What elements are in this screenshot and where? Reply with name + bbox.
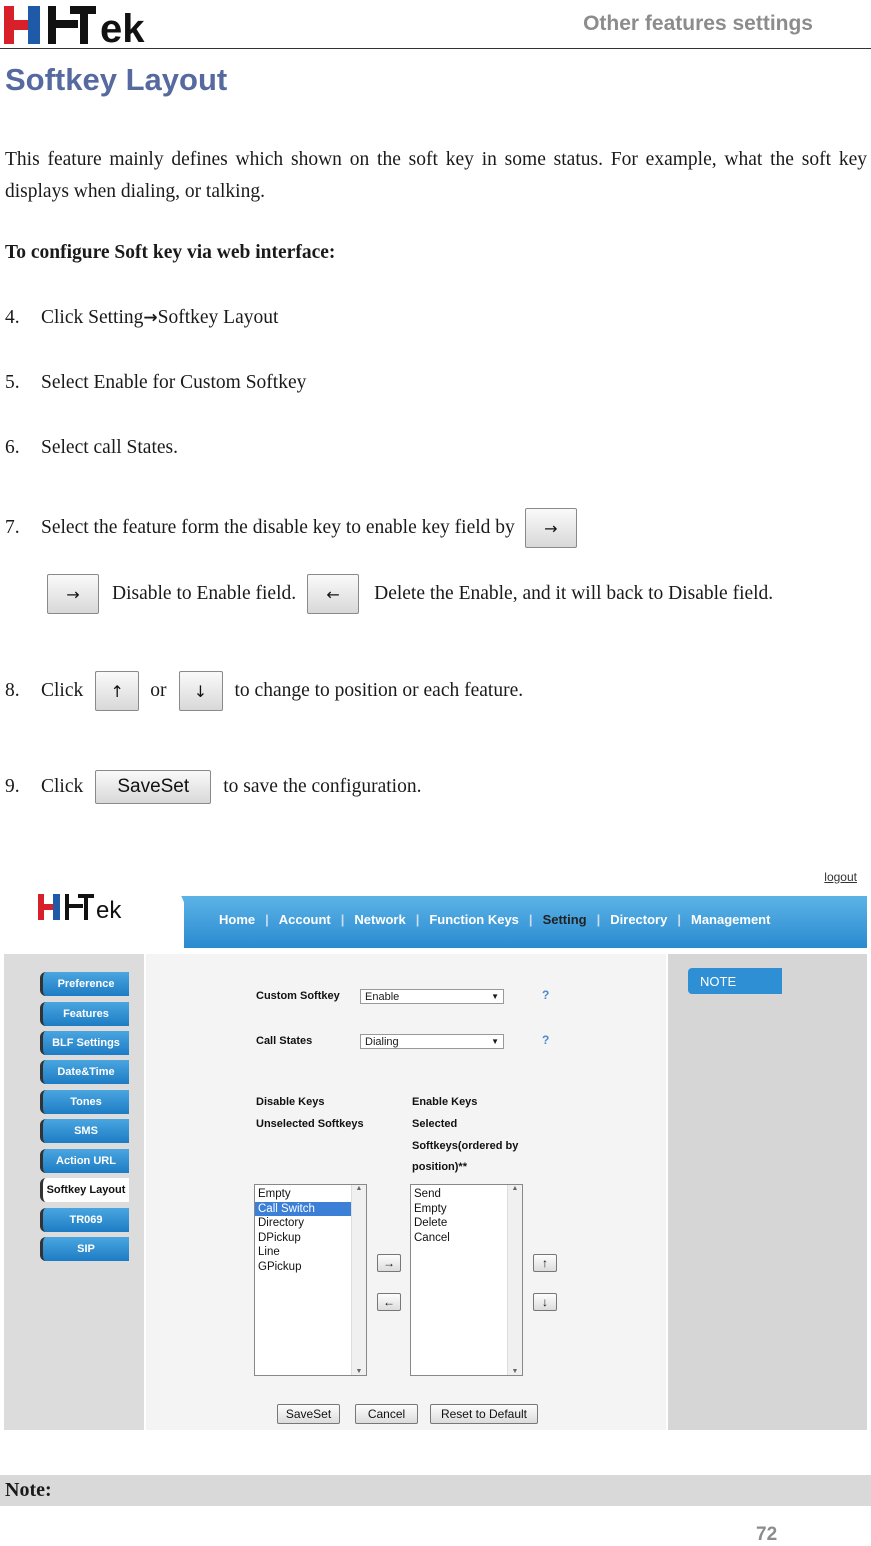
custom-softkey-label: Custom Softkey: [256, 990, 340, 1002]
section-header: Other features settings: [583, 12, 813, 35]
help-icon[interactable]: ?: [542, 988, 550, 1002]
step-number: 7.: [5, 517, 20, 538]
disable-keys-label: Disable Keys: [256, 1096, 325, 1108]
position-label: position)**: [412, 1161, 467, 1173]
arrow-icon: →: [143, 308, 158, 328]
top-nav: [209, 912, 780, 927]
move-right-button[interactable]: →: [377, 1254, 401, 1272]
nav-home[interactable]: Home: [219, 912, 256, 927]
step-text: Softkey Layout: [157, 307, 279, 328]
cancel-button[interactable]: Cancel: [355, 1404, 418, 1424]
step-5: [5, 372, 306, 394]
nav-setting[interactable]: Setting: [542, 912, 587, 927]
sidebar-item-blf-settings[interactable]: BLF Settings: [40, 1031, 129, 1055]
page-number: 72: [756, 1524, 778, 1545]
svg-text:ek: ek: [96, 897, 122, 920]
step-text: Click: [41, 776, 84, 797]
sidebar-item-preference[interactable]: Preference: [40, 972, 129, 996]
htek-logo: [4, 6, 190, 44]
subheading: To configure Soft key via web interface:: [5, 242, 336, 263]
list-item[interactable]: Line: [258, 1246, 280, 1258]
right-arrow-button: →: [525, 508, 577, 548]
content-panel: [146, 954, 666, 1430]
step-6: [5, 437, 178, 459]
sidebar: [4, 954, 144, 1430]
sidebar-item-sms[interactable]: SMS: [40, 1119, 129, 1143]
step-text: Click Setting: [41, 307, 144, 328]
note-header: NOTE: [688, 968, 782, 994]
step-8: [5, 671, 523, 711]
reset-to-default-button[interactable]: Reset to Default: [430, 1404, 538, 1424]
web-ui-screenshot: [4, 868, 867, 1430]
htek-logo: [38, 894, 148, 920]
select-value: Dialing: [365, 1035, 399, 1048]
left-arrow-button: ←: [307, 574, 359, 614]
disable-keys-list[interactable]: [254, 1184, 367, 1376]
list-item[interactable]: DPickup: [258, 1231, 301, 1244]
nav-function-keys[interactable]: Function Keys: [429, 912, 519, 927]
nav-separator: |: [528, 912, 533, 927]
dropdown-arrow-icon: ▼: [491, 1037, 499, 1046]
up-arrow-button: ↑: [95, 671, 139, 711]
sidebar-item-features[interactable]: Features: [40, 1002, 129, 1026]
scrollbar[interactable]: ▲ ▼: [351, 1185, 366, 1375]
page-title: Softkey Layout: [5, 62, 228, 97]
step-text: Click: [41, 680, 84, 701]
dropdown-arrow-icon: ▼: [491, 992, 499, 1001]
step-text: to save the configuration.: [223, 776, 422, 797]
list-item[interactable]: Empty: [258, 1188, 291, 1200]
nav-directory[interactable]: Directory: [610, 912, 668, 927]
sidebar-item-sip[interactable]: SIP: [40, 1237, 129, 1261]
step-text: or: [150, 680, 167, 701]
list-item[interactable]: GPickup: [258, 1260, 302, 1273]
logout-link[interactable]: logout: [824, 870, 857, 884]
list-item[interactable]: Directory: [258, 1217, 305, 1229]
nav-separator: |: [415, 912, 420, 927]
right-arrow-button: →: [47, 574, 99, 614]
nav-separator: |: [677, 912, 681, 927]
step-4: [5, 307, 278, 329]
enable-keys-label: Enable Keys: [412, 1096, 478, 1108]
note-column: [668, 954, 867, 1430]
selected-label: Selected: [412, 1118, 458, 1130]
step-number: 9.: [5, 776, 20, 797]
sidebar-item-softkey-layout[interactable]: Softkey Layout: [40, 1178, 129, 1202]
step-number: 8.: [5, 680, 20, 701]
step-number: 6.: [5, 437, 20, 458]
svg-text:ek: ek: [100, 7, 145, 44]
custom-softkey-select[interactable]: [360, 989, 504, 1004]
nav-separator: |: [265, 912, 269, 927]
call-states-select[interactable]: [360, 1034, 504, 1049]
help-icon[interactable]: ?: [542, 1033, 550, 1047]
sidebar-item-tr069[interactable]: TR069: [40, 1208, 129, 1232]
ordered-label: Softkeys(ordered by: [412, 1140, 519, 1152]
step-9: [5, 770, 421, 804]
step-number: 4.: [5, 307, 20, 328]
step-text: Select the feature form the disable key to enable key field by: [41, 517, 515, 538]
nav-network[interactable]: Network: [354, 912, 406, 927]
list-item[interactable]: Send: [414, 1188, 441, 1200]
step-number: 5.: [5, 372, 20, 393]
enable-keys-list[interactable]: [410, 1184, 523, 1376]
list-item[interactable]: Call Switch: [255, 1202, 351, 1217]
step-text: Disable to Enable field.: [112, 583, 297, 604]
intro-paragraph: This feature mainly defines which shown on the soft key in some status. For example, what the soft key displays when dialing, or talking.: [5, 149, 867, 202]
step-7: [5, 508, 577, 548]
sidebar-item-action-url[interactable]: Action URL: [40, 1149, 129, 1173]
nav-separator: |: [340, 912, 345, 927]
move-left-button[interactable]: ←: [377, 1293, 401, 1311]
note-bar: [0, 1475, 871, 1506]
unselected-softkeys-label: Unselected Softkeys: [256, 1118, 364, 1130]
list-item[interactable]: Empty: [414, 1202, 447, 1215]
saveset-button[interactable]: SaveSet: [277, 1404, 340, 1424]
scrollbar[interactable]: ▲ ▼: [507, 1185, 522, 1375]
select-value: Enable: [365, 990, 400, 1003]
call-states-label: Call States: [256, 1035, 313, 1047]
saveset-button: SaveSet: [95, 770, 211, 804]
sidebar-item-date-time[interactable]: Date&Time: [40, 1060, 129, 1084]
down-arrow-button: ↓: [179, 671, 223, 711]
step-text: Select call States.: [41, 437, 178, 458]
nav-separator: |: [596, 912, 601, 927]
move-up-button[interactable]: ↑: [533, 1254, 557, 1272]
step-text: to change to position or each feature.: [234, 680, 524, 701]
nav-account[interactable]: Account: [278, 912, 331, 927]
step-7-line2: [47, 574, 773, 614]
move-down-button[interactable]: ↓: [533, 1293, 557, 1311]
note-label: Note:: [5, 1479, 52, 1501]
step-text: Delete the Enable, and it will back to Disable field.: [374, 583, 774, 604]
step-text: Select Enable for Custom Softkey: [41, 372, 307, 393]
list-item[interactable]: Cancel: [414, 1231, 450, 1244]
sidebar-item-tones[interactable]: Tones: [40, 1090, 129, 1114]
header-rule: [0, 48, 871, 49]
nav-management[interactable]: Management: [690, 912, 771, 927]
list-item[interactable]: Delete: [414, 1217, 448, 1229]
